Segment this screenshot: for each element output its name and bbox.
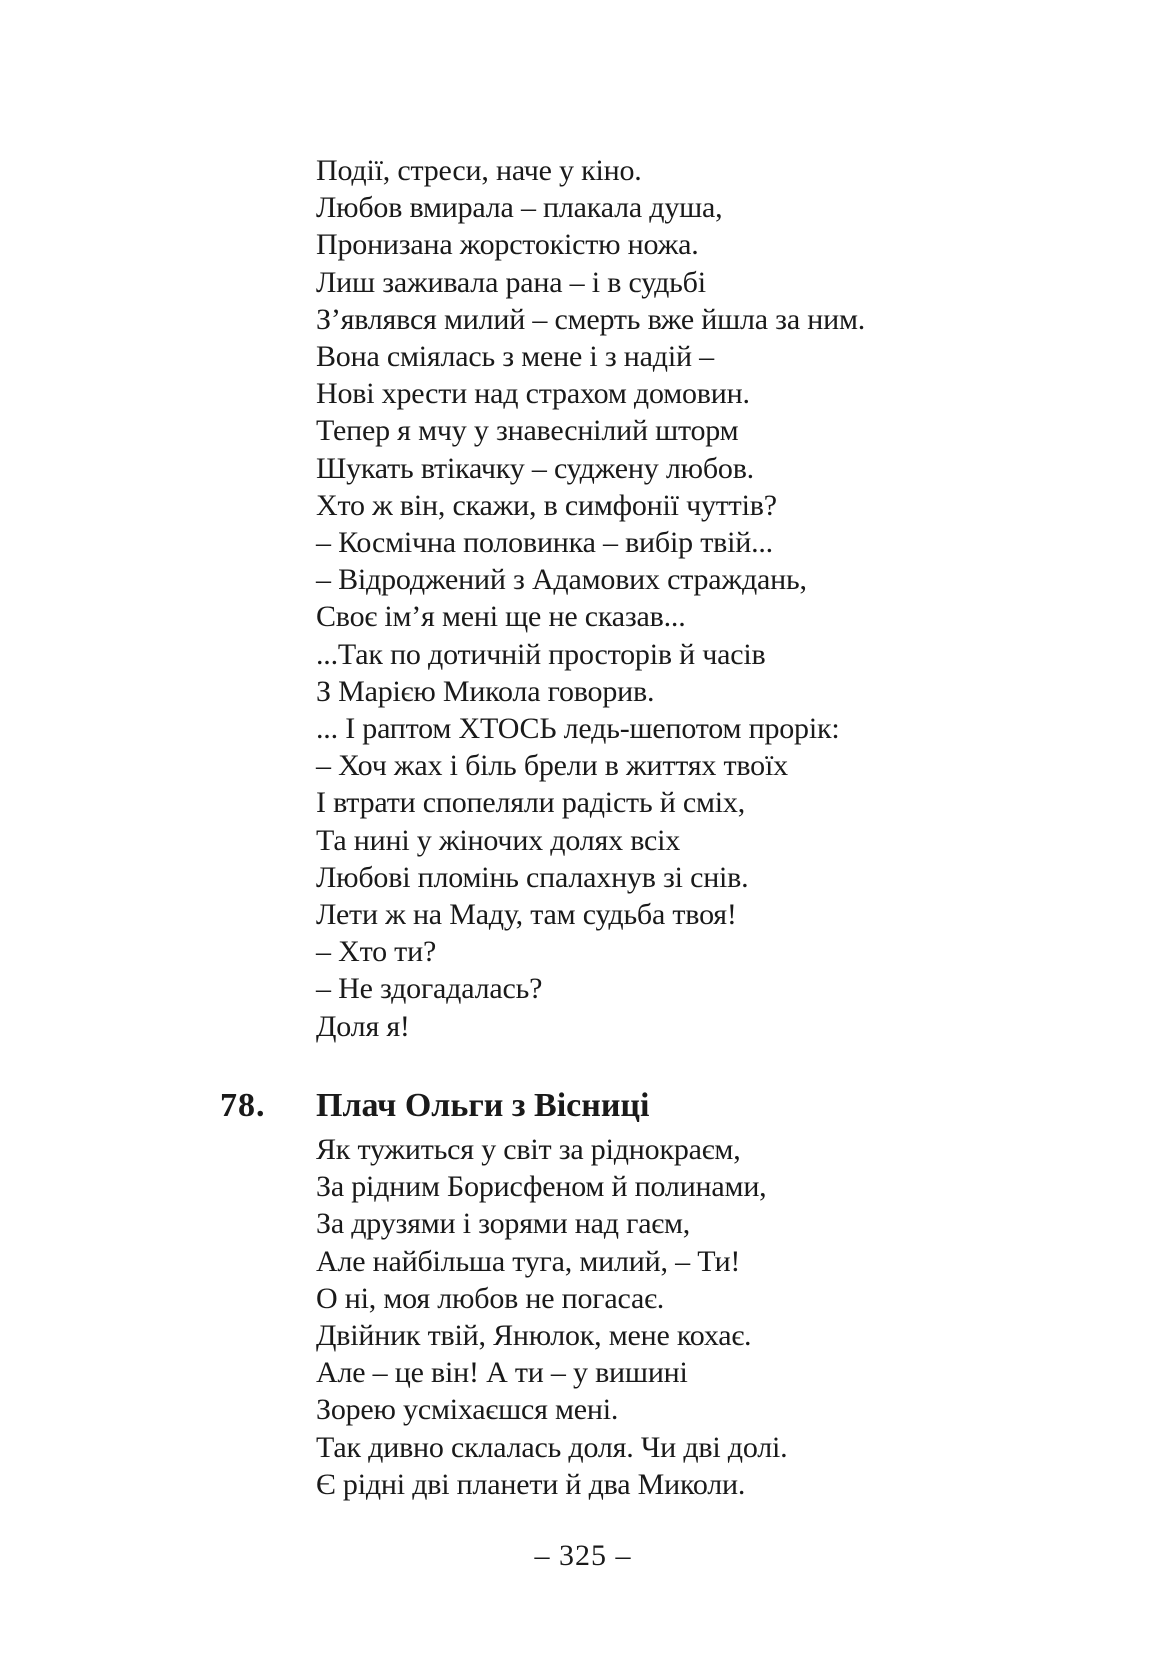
poem-line: Доля я! [316, 1009, 410, 1043]
poem-line: Та нині у жіночих долях всіх [316, 823, 681, 857]
poem-line: ... І раптом ХТОСЬ ледь-шепотом прорік: [316, 712, 840, 746]
poem-line: Шукать втікачку – суджену любов. [316, 451, 754, 485]
poem-line: Але – це він! А ти – у вишині [316, 1356, 688, 1390]
poem-line: Лети ж на Маду, там судьба твоя! [316, 898, 737, 932]
poem-line: – Хто ти? [316, 935, 437, 969]
poem-line: Хто ж він, скажи, в симфонії чуттів? [316, 488, 777, 522]
poem-line: – Не здогадалась? [316, 972, 543, 1006]
poem-line: – Хоч жах і біль брели в життях твоїх [316, 749, 788, 783]
poem-line: За рідним Борисфеном й полинами, [316, 1170, 767, 1204]
poem-line: Зорею усміхаєшся мені. [316, 1393, 619, 1427]
poem-line: Двійник твій, Янюлок, мене кохає. [316, 1319, 752, 1353]
poem-line: – Космічна половинка – вибір твій... [316, 526, 773, 560]
poem-line: За друзями і зорями над гаєм, [316, 1207, 691, 1241]
poem-line: І втрати спопеляли радість й сміх, [316, 786, 746, 820]
poem-line: Пронизана жорстокістю ножа. [316, 228, 699, 262]
poem-line: Події, стреси, наче у кіно. [316, 154, 642, 187]
poem-line: Так дивно склалась доля. Чи дві долі. [316, 1430, 788, 1464]
poem-line: Є рідні дві планети й два Миколи. [316, 1467, 746, 1501]
section-heading [0, 1084, 1166, 1128]
poem-line: З Марією Микола говорив. [316, 674, 655, 708]
poem-line: ...Так по дотичній просторів й часів [316, 637, 766, 671]
poem-body [316, 1131, 787, 1503]
section-title: Плач Ольги з Вісниці [316, 1087, 650, 1124]
poem-line: Вона сміялась з мене і з надій – [316, 340, 714, 374]
poem-line: Лиш заживала рана – і в судьбі [316, 265, 706, 299]
poem-line: З’являвся милий – смерть вже йшла за ним. [316, 302, 866, 336]
section-number: 78. [220, 1087, 266, 1124]
poem-line: Але найбільша туга, милий, – Ти! [316, 1244, 741, 1278]
poem-line: – Відроджений з Адамових страждань, [316, 563, 807, 597]
poem-line: Тепер я мчу у знавеснілий шторм [316, 414, 739, 448]
poem-line: Як тужиться у світ за ріднокраєм, [316, 1133, 741, 1166]
page-number: – 325 – [534, 1539, 632, 1572]
poem-continuation [316, 152, 865, 1045]
poem-line: Своє ім’я мені ще не сказав... [316, 600, 686, 634]
poem-line: Любові пломінь спалахнув зі снів. [316, 860, 749, 894]
poem-line: Любов вмирала – плакала душа, [316, 191, 723, 225]
poem-line: О ні, моя любов не погасає. [316, 1281, 665, 1315]
poem-line: Нові хрести над страхом домовин. [316, 377, 750, 411]
